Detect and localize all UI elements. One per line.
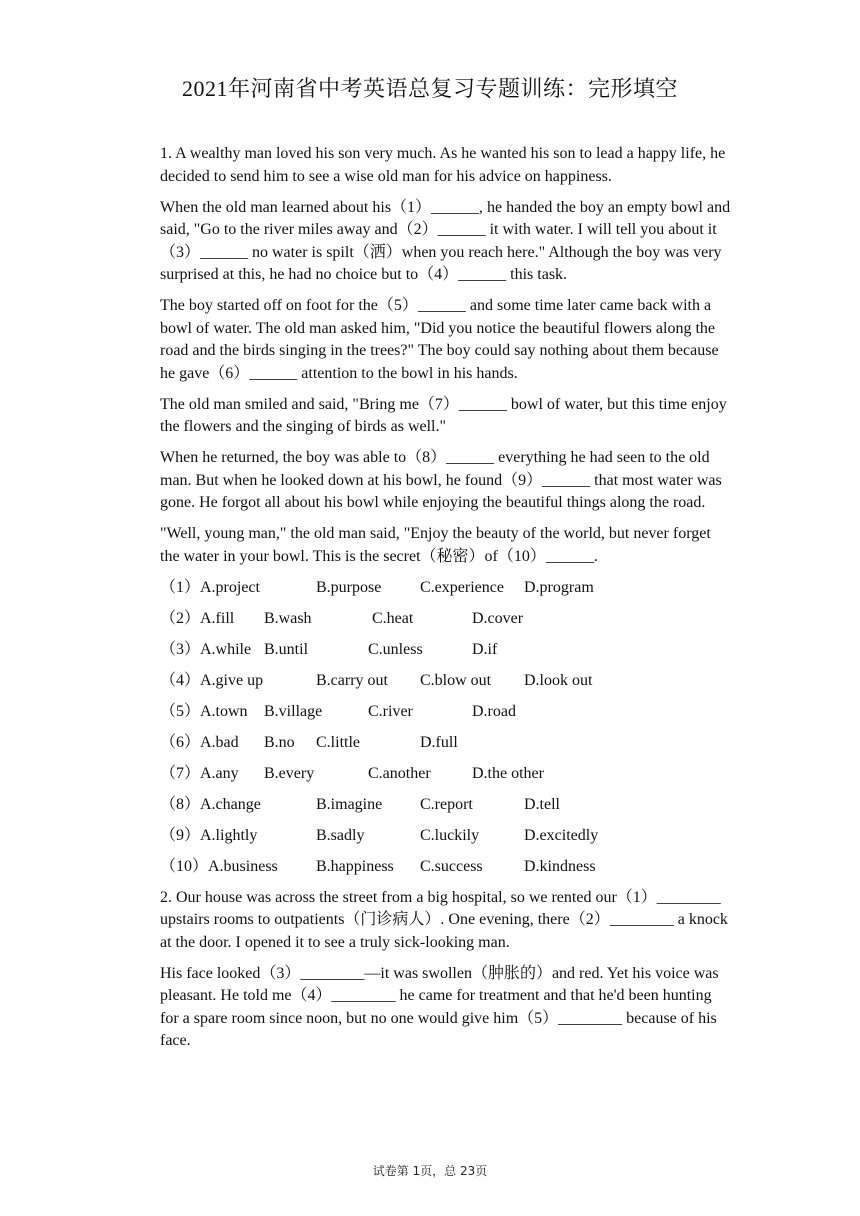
option-a: （9）A.lightly bbox=[160, 826, 258, 844]
option-d: D.program bbox=[524, 578, 594, 596]
option-b: B.village bbox=[264, 702, 323, 720]
option-a: （7）A.any bbox=[160, 764, 239, 782]
option-b: B.purpose bbox=[316, 578, 382, 596]
q2-paragraph: 2. Our house was across the street from a big hospital, so we rented our（1）________ upstairs rooms to outpatients（门诊病人）. One evening, there（2）________ a knock at the door. I opened it to see a truly sick-looking man. bbox=[160, 888, 728, 951]
q2-paragraph: His face looked（3）________—it was swollen（肿胀的）and red. Yet his voice was pleasant. He told me（4）________ he came for treatment and that he'd been hunting for a spare room since noon, but no one would give him（5）________ because of his face. bbox=[160, 964, 719, 1049]
option-a: （4）A.give up bbox=[160, 671, 264, 689]
option-d: D.look out bbox=[524, 671, 593, 689]
option-b: B.happiness bbox=[316, 857, 394, 875]
option-row bbox=[160, 794, 734, 825]
option-d: D.cover bbox=[472, 609, 524, 627]
option-row bbox=[160, 856, 734, 887]
q1-paragraph: 1. A wealthy man loved his son very much. As he wanted his son to lead a happy life, he decided to send him to see a wise old man for his advice on happiness. bbox=[160, 145, 726, 185]
option-row bbox=[160, 639, 734, 670]
option-a: （5）A.town bbox=[160, 702, 248, 720]
q1-paragraph: When he returned, the boy was able to（8）______ everything he had seen to the old man. But when he looked down at his bowl, he found（9）______ that most water was gone. He forgot all about his bowl while enjoying the beautiful things along the road. bbox=[160, 449, 722, 511]
option-c: C.success bbox=[420, 857, 483, 875]
option-a: （2）A.fill bbox=[160, 609, 235, 627]
option-c: C.report bbox=[420, 795, 473, 813]
option-d: D.tell bbox=[524, 795, 560, 813]
option-d: D.if bbox=[472, 640, 498, 658]
q1-paragraph: The boy started off on foot for the（5）______ and some time later came back with a bowl of water. The old man asked him, "Did you notice the beautiful flowers along the road and the birds singing in the trees?" The boy could say nothing about them because he gave（6）______ attention to the bowl in his hands. bbox=[160, 297, 719, 382]
option-a: （3）A.while bbox=[160, 640, 252, 658]
option-a: （10）A.business bbox=[160, 857, 278, 875]
option-d: D.the other bbox=[472, 764, 544, 782]
option-row bbox=[160, 608, 734, 639]
q1-paragraph: "Well, young man," the old man said, "Enjoy the beauty of the world, but never forget the water in your bowl. This is the secret（秘密）of（10）______. bbox=[160, 525, 711, 565]
option-row bbox=[160, 825, 734, 856]
option-d: D.kindness bbox=[524, 857, 596, 875]
option-b: B.every bbox=[264, 764, 315, 782]
document-body bbox=[160, 143, 734, 1061]
option-a: （1）A.project bbox=[160, 578, 260, 596]
q1-paragraph: The old man smiled and said, "Bring me（7）______ bowl of water, but this time enjoy the flowers and the singing of birds as well." bbox=[160, 395, 727, 435]
option-d: D.road bbox=[472, 702, 516, 720]
option-row bbox=[160, 670, 734, 701]
option-row bbox=[160, 577, 734, 608]
option-a: （6）A.bad bbox=[160, 733, 239, 751]
option-c: C.river bbox=[368, 702, 413, 720]
option-a: （8）A.change bbox=[160, 795, 261, 813]
option-row bbox=[160, 763, 734, 794]
option-b: B.imagine bbox=[316, 795, 383, 813]
option-c: C.experience bbox=[420, 578, 504, 596]
page-title: 2021年河南省中考英语总复习专题训练：完形填空 bbox=[181, 76, 678, 101]
option-b: B.until bbox=[264, 640, 309, 658]
option-b: B.sadly bbox=[316, 826, 365, 844]
option-c: C.heat bbox=[372, 609, 414, 627]
page-footer: 试卷第 1页，总 23页 bbox=[372, 1164, 488, 1178]
option-row bbox=[160, 732, 734, 763]
q1-options bbox=[160, 577, 734, 887]
option-c: C.luckily bbox=[420, 826, 480, 844]
option-c: C.unless bbox=[368, 640, 423, 658]
option-b: B.no bbox=[264, 733, 295, 751]
option-c: C.little bbox=[316, 733, 360, 751]
option-d: D.full bbox=[420, 733, 458, 751]
option-row bbox=[160, 701, 734, 732]
option-c: C.blow out bbox=[420, 671, 492, 689]
option-b: B.carry out bbox=[316, 671, 388, 689]
option-b: B.wash bbox=[264, 609, 312, 627]
option-d: D.excitedly bbox=[524, 826, 599, 844]
option-c: C.another bbox=[368, 764, 431, 782]
q1-paragraph: When the old man learned about his（1）______, he handed the boy an empty bowl and said, "Go to the river miles away and（2）______ it with water. I will tell you about it（3）______ no water is spilt（洒）when you reach here." Although the boy was very surprised at this, he had no choice but to（4）______ this task. bbox=[160, 198, 731, 283]
